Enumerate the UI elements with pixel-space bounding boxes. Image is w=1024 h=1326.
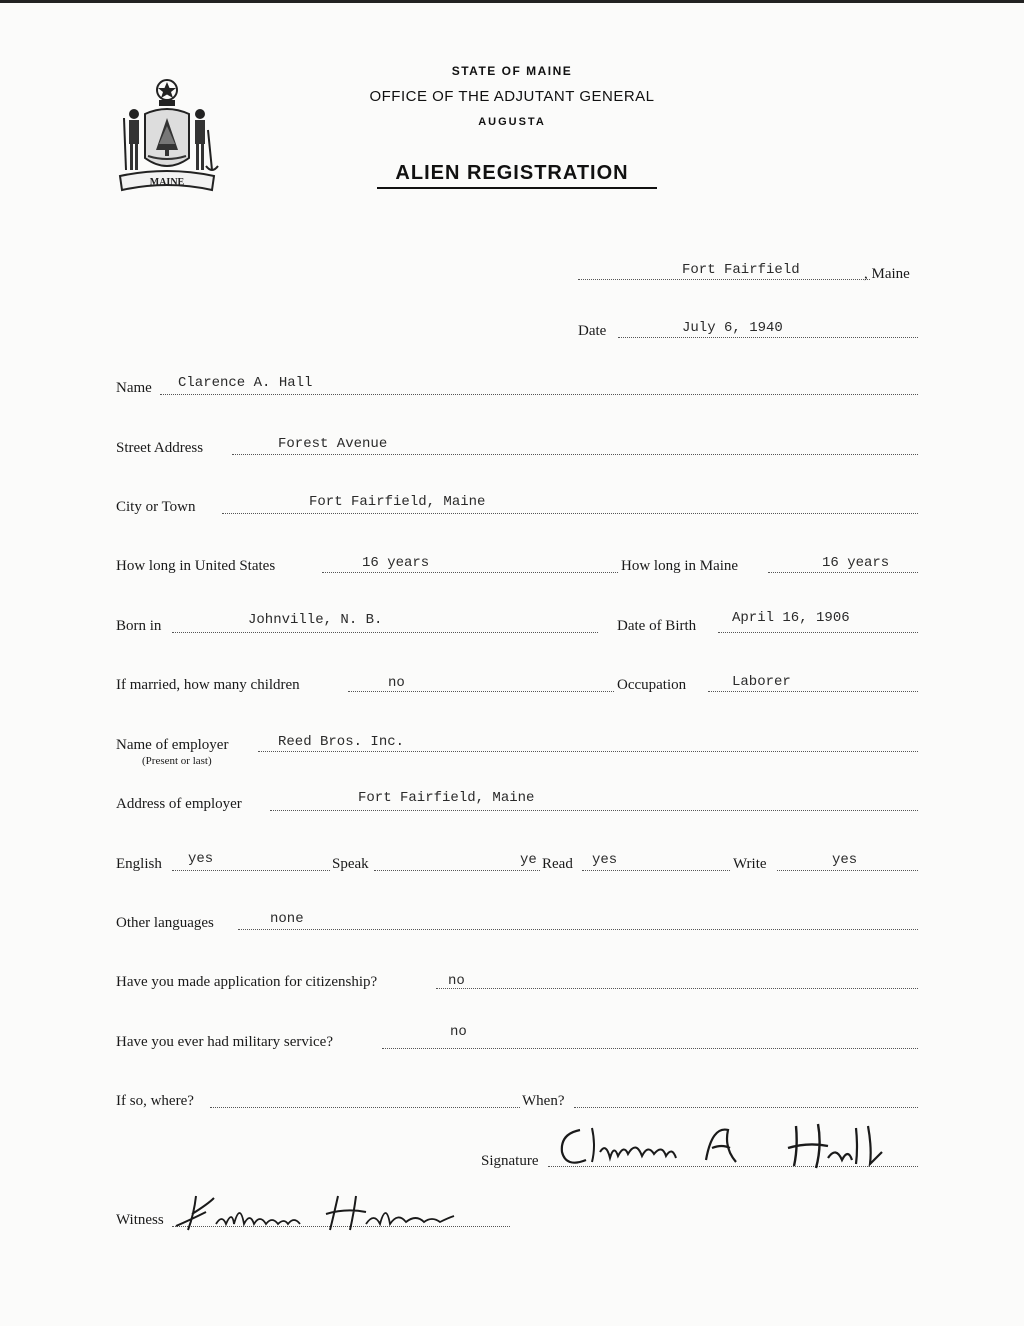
us-years-line <box>322 572 618 573</box>
read-line <box>582 870 730 871</box>
header-state: STATE OF MAINE <box>451 64 573 78</box>
date-label: Date <box>578 323 607 339</box>
born-in-line <box>172 632 598 633</box>
street-label: Street Address <box>116 440 204 456</box>
city-line <box>222 513 918 514</box>
born-in-value: Johnville, N. B. <box>248 612 383 628</box>
seal-banner-text: MAINE <box>149 177 185 188</box>
english-value: yes <box>188 851 214 867</box>
name-value: Clarence A. Hall <box>178 375 313 391</box>
maine-years-line <box>768 572 918 573</box>
header-office: OFFICE OF THE ADJUTANT GENERAL <box>369 88 655 105</box>
when-label: When? <box>522 1093 565 1109</box>
maine-years-label: How long in Maine <box>621 558 739 574</box>
employer-line <box>258 751 918 752</box>
military-label: Have you ever had military service? <box>116 1034 333 1050</box>
where-label: If so, where? <box>116 1093 194 1109</box>
applicant-signature <box>552 1118 902 1178</box>
when-line <box>574 1107 918 1108</box>
employer-note: (Present or last) <box>142 755 212 767</box>
employer-value: Reed Bros. Inc. <box>278 734 405 750</box>
write-line <box>777 870 918 871</box>
speak-label: Speak <box>332 856 369 872</box>
children-line <box>348 691 614 692</box>
employer-address-value: Fort Fairfield, Maine <box>358 790 535 806</box>
dob-value: April 16, 1906 <box>732 610 850 626</box>
name-label: Name <box>116 380 152 396</box>
name-line <box>160 394 918 395</box>
signature-label: Signature <box>481 1153 539 1169</box>
employer-address-label: Address of employer <box>116 796 242 812</box>
citizenship-label: Have you made application for citizenship? <box>116 974 378 990</box>
street-line <box>232 454 918 455</box>
us-years-value: 16 years <box>362 555 430 571</box>
date-line <box>618 337 918 338</box>
write-value: yes <box>832 852 858 868</box>
maine-years-value: 16 years <box>822 555 890 571</box>
english-line <box>172 870 330 871</box>
military-value: no <box>450 1024 467 1040</box>
header-city: AUGUSTA <box>478 116 546 128</box>
city-value: Fort Fairfield, Maine <box>309 494 486 510</box>
children-label: If married, how many children <box>116 677 300 693</box>
witness-signature <box>170 1190 470 1236</box>
occupation-line <box>708 691 918 692</box>
date-value: July 6, 1940 <box>682 320 783 336</box>
where-line <box>210 1107 520 1108</box>
place-value: Fort Fairfield <box>682 262 800 278</box>
occupation-label: Occupation <box>617 677 687 693</box>
write-label: Write <box>733 856 767 872</box>
citizenship-value: no <box>448 973 465 989</box>
street-value: Forest Avenue <box>278 436 388 452</box>
top-border <box>0 0 1024 3</box>
english-label: English <box>116 856 162 872</box>
place-suffix: , Maine <box>864 266 910 282</box>
dob-label: Date of Birth <box>617 618 697 634</box>
read-label: Read <box>542 856 573 872</box>
city-label: City or Town <box>116 499 196 515</box>
read-value: yes <box>592 852 618 868</box>
employer-address-line <box>270 810 918 811</box>
children-value: no <box>388 675 405 691</box>
citizenship-line <box>436 988 918 989</box>
other-languages-label: Other languages <box>116 915 214 931</box>
speak-value: ye <box>520 852 537 868</box>
military-line <box>382 1048 918 1049</box>
place-line <box>578 279 870 280</box>
occupation-value: Laborer <box>732 674 791 690</box>
other-languages-value: none <box>270 911 304 927</box>
employer-label: Name of employer <box>116 737 229 753</box>
us-years-label: How long in United States <box>116 558 276 574</box>
title-underline <box>377 187 657 189</box>
witness-label: Witness <box>116 1212 164 1228</box>
born-in-label: Born in <box>116 618 162 634</box>
dob-line <box>718 632 918 633</box>
document-title: ALIEN REGISTRATION <box>395 162 629 184</box>
speak-line <box>374 870 540 871</box>
other-languages-line <box>238 929 918 930</box>
